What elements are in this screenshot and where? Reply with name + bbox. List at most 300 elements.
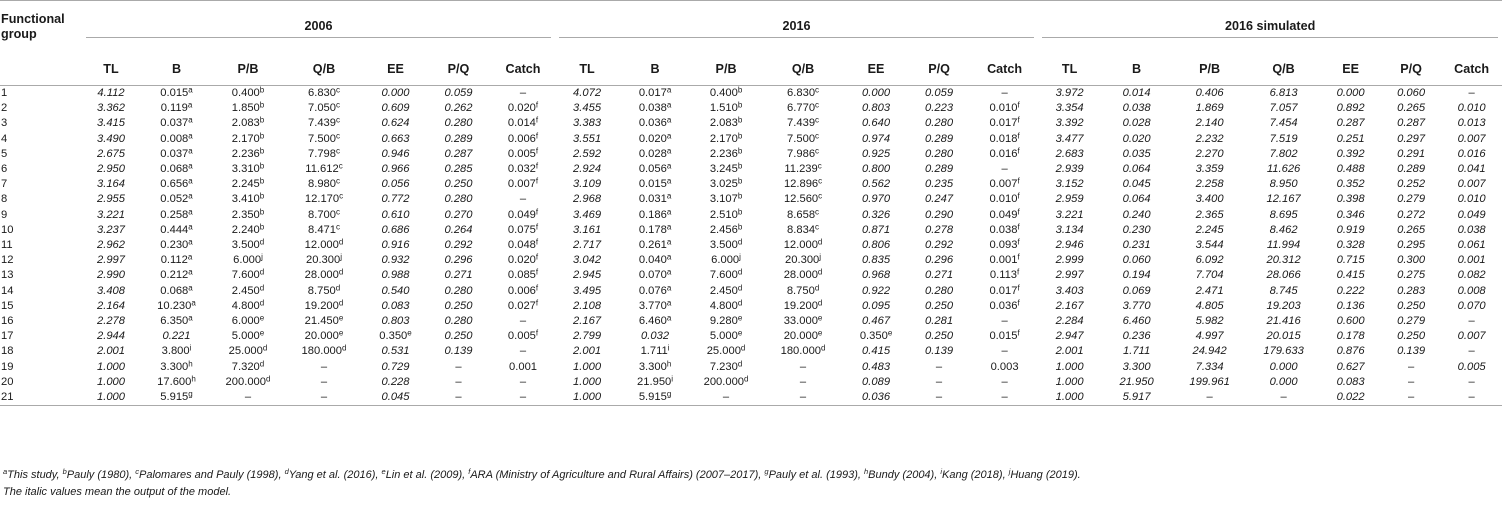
value-cell: [907, 299, 971, 314]
value-cell: [971, 116, 1038, 131]
value-cell: [619, 238, 691, 253]
value-cell: [140, 223, 213, 238]
value-cell: [619, 360, 691, 375]
cell-value: 0.014: [507, 117, 536, 130]
cell-value: 0.235: [925, 178, 954, 191]
value-cell: [1381, 390, 1441, 406]
cell-value: 3.800: [161, 345, 190, 358]
source-superscript: d: [737, 359, 743, 369]
cell-value: 0.236: [1122, 330, 1151, 343]
cell-value: 0.228: [381, 375, 410, 388]
cell-value: 0.010: [1457, 102, 1486, 115]
cell-value: 0.922: [862, 284, 891, 297]
source-superscript: c: [815, 131, 820, 141]
source-superscript: c: [815, 100, 820, 110]
column-header-ee: EE: [845, 52, 907, 86]
source-superscript: f: [535, 298, 539, 308]
value-cell: [1441, 253, 1502, 268]
cell-value: 2.510: [709, 208, 738, 221]
source-superscript: e: [817, 313, 823, 323]
value-cell: [1381, 162, 1441, 177]
source-superscript: e: [259, 328, 265, 338]
value-cell: [907, 344, 971, 359]
source-superscript: c: [817, 161, 822, 171]
value-cell: [971, 390, 1038, 406]
value-cell: [555, 177, 619, 192]
cell-value: 7.439: [787, 117, 816, 130]
table-row: [0, 375, 1502, 390]
value-cell: [1247, 360, 1320, 375]
value-cell: [1172, 360, 1247, 375]
source-superscript: b: [737, 85, 743, 95]
source-superscript: a: [666, 207, 672, 217]
value-cell: [82, 132, 140, 147]
functional-group-cell: 20: [1, 375, 14, 388]
value-cell: [140, 375, 213, 390]
cell-value: –: [1001, 391, 1008, 404]
value-cell: [1172, 375, 1247, 390]
cell-value: 1.000: [97, 375, 125, 388]
value-cell: [907, 223, 971, 238]
cell-value: 0.729: [381, 360, 410, 373]
value-cell: [619, 223, 691, 238]
cell-value: 3.134: [1055, 223, 1084, 236]
source-superscript: c: [338, 161, 343, 171]
value-cell: [1247, 223, 1320, 238]
value-cell: [1320, 192, 1381, 207]
source-superscript: f: [535, 267, 539, 277]
value-cell: [907, 253, 971, 268]
functional-group-cell: 2: [1, 102, 8, 115]
value-cell: [1441, 208, 1502, 223]
value-cell: [1441, 162, 1502, 177]
functional-group-cell: 18: [1, 345, 14, 358]
source-superscript: a: [188, 237, 193, 247]
value-cell: [1441, 132, 1502, 147]
cell-value: 180.000: [301, 345, 342, 358]
cell-value: 2.278: [97, 315, 125, 328]
cell-value: 0.008: [160, 132, 189, 145]
footnote-superscript: g: [764, 467, 769, 476]
value-cell: [845, 147, 907, 162]
cell-value: 2.471: [1195, 284, 1224, 297]
cell-value: 200.000: [225, 375, 266, 388]
footnote-superscript: d: [284, 467, 289, 476]
cell-value: –: [1468, 345, 1475, 358]
source-superscript: a: [188, 207, 193, 217]
value-cell: [619, 101, 691, 116]
cell-value: 6.830: [308, 87, 336, 99]
table-header: [0, 1, 1502, 86]
cell-value: –: [722, 391, 730, 404]
cell-value: 0.296: [925, 254, 954, 267]
cell-value: 0.001: [509, 360, 538, 373]
cell-value: 2.245: [1195, 223, 1224, 236]
cell-value: –: [1468, 87, 1475, 99]
value-cell: [761, 192, 845, 207]
value-cell: [491, 86, 555, 102]
cell-value: 7.519: [1269, 132, 1298, 145]
value-cell: [761, 132, 845, 147]
cell-value: 1.000: [573, 391, 602, 404]
footnote-reference: ARA (Ministry of Agriculture and Rural Affairs) (2007–2017): [470, 469, 759, 481]
cell-value: 0.001: [989, 254, 1018, 267]
cell-value: 3.403: [1055, 284, 1084, 297]
column-header-catch: Catch: [491, 52, 555, 86]
value-cell: [619, 162, 691, 177]
source-superscript: d: [338, 237, 344, 247]
value-cell: [365, 329, 426, 344]
cell-value: 0.007: [1457, 330, 1486, 343]
value-cell: [426, 284, 491, 299]
cell-value: 0.037: [160, 117, 189, 130]
cell-value: 0.806: [862, 239, 891, 252]
cell-value: 3.164: [97, 178, 125, 191]
value-cell: [1038, 147, 1101, 162]
value-cell: [971, 86, 1038, 102]
cell-value: 2.450: [709, 284, 738, 297]
value-cell: [426, 177, 491, 192]
value-cell: [761, 284, 845, 299]
value-cell: [619, 329, 691, 344]
value-cell: [82, 177, 140, 192]
value-cell: [845, 390, 907, 406]
value-cell: [1247, 86, 1320, 102]
source-superscript: a: [188, 191, 193, 201]
value-cell: [1247, 162, 1320, 177]
cell-value: 19.200: [783, 299, 818, 312]
cell-value: 7.986: [787, 147, 816, 160]
cell-value: 4.800: [709, 299, 738, 312]
cell-value: 0.610: [381, 208, 410, 221]
source-superscript: c: [336, 115, 340, 125]
source-superscript: a: [188, 267, 193, 277]
value-cell: [691, 329, 761, 344]
cell-value: 0.988: [381, 269, 410, 282]
cell-value: 0.261: [638, 239, 667, 252]
value-cell: [491, 147, 555, 162]
cell-value: 2.683: [1055, 147, 1084, 160]
cell-value: 0.800: [862, 163, 891, 176]
cell-value: 0.247: [925, 193, 954, 206]
value-cell: [845, 360, 907, 375]
value-cell: [1247, 253, 1320, 268]
table-body: [0, 86, 1502, 406]
cell-value: 2.240: [231, 223, 260, 236]
value-cell: [619, 375, 691, 390]
footnote-reference: Lin et al. (2009): [385, 469, 463, 481]
value-cell: [1172, 132, 1247, 147]
source-superscript: d: [259, 267, 265, 277]
source-superscript: c: [815, 207, 820, 217]
cell-value: 12.000: [783, 239, 818, 252]
value-cell: [213, 344, 283, 359]
cell-value: 0.038: [1122, 102, 1151, 115]
cell-value: 11.626: [1266, 163, 1301, 176]
cell-value: 0.772: [381, 193, 410, 206]
group-label-2016-simulated: 2016 simulated: [1042, 16, 1498, 38]
cell-value: 10.230: [157, 299, 192, 312]
value-cell: [845, 253, 907, 268]
table-row: [0, 192, 1502, 207]
value-cell: [365, 344, 426, 359]
cell-value: 0.000: [1269, 375, 1298, 388]
value-cell: [1320, 238, 1381, 253]
cell-value: –: [519, 375, 527, 388]
cell-value: –: [320, 375, 328, 388]
value-cell: [1247, 116, 1320, 131]
source-superscript: f: [1017, 222, 1020, 232]
value-cell: [1101, 162, 1172, 177]
functional-group-cell: 11: [1, 239, 13, 252]
cell-value: 0.280: [444, 315, 473, 328]
source-superscript: e: [259, 313, 265, 323]
value-cell: [140, 192, 213, 207]
cell-value: 0.265: [1397, 223, 1426, 236]
cell-value: 0.006: [507, 284, 536, 297]
source-superscript: f: [1017, 191, 1020, 201]
source-superscript: d: [266, 374, 271, 384]
cell-value: 4.997: [1195, 330, 1224, 343]
value-cell: [1381, 314, 1441, 329]
source-superscript: e: [737, 328, 743, 338]
value-cell: [365, 208, 426, 223]
functional-group-cell: 5: [1, 147, 8, 160]
value-cell: [491, 253, 555, 268]
source-superscript: b: [737, 176, 743, 186]
value-cell: [1038, 253, 1101, 268]
source-superscript: a: [666, 85, 672, 95]
value-cell: [1381, 101, 1441, 116]
cell-value: 0.974: [862, 132, 891, 145]
value-cell: [1101, 390, 1172, 406]
cell-value: 20.000: [783, 330, 818, 343]
cell-value: 0.037: [160, 147, 189, 160]
value-cell: [426, 390, 491, 406]
source-superscript: a: [666, 191, 672, 201]
source-superscript: i: [671, 374, 674, 384]
value-cell: [140, 177, 213, 192]
cell-value: 1.711: [640, 345, 668, 358]
cell-value: –: [1468, 375, 1475, 388]
value-cell: [82, 360, 140, 375]
cell-value: 0.280: [444, 284, 473, 297]
value-cell: [555, 238, 619, 253]
cell-value: 7.600: [709, 269, 738, 282]
footnote-reference: Yang et al. (2016): [288, 469, 376, 481]
value-cell: [1101, 238, 1172, 253]
cell-value: 2.946: [1055, 239, 1084, 252]
cell-value: 3.544: [1195, 239, 1224, 252]
cell-value: 0.280: [444, 117, 473, 130]
functional-group-cell: 7: [1, 178, 8, 191]
value-cell: [691, 177, 761, 192]
cell-value: 2.350: [231, 208, 260, 221]
value-cell: [555, 147, 619, 162]
value-cell: [761, 344, 845, 359]
value-cell: [213, 268, 283, 283]
cell-value: –: [935, 391, 943, 404]
column-header-p-q: P/Q: [1381, 52, 1441, 86]
value-cell: [907, 390, 971, 406]
value-cell: [1038, 360, 1101, 375]
cell-value: 3.300: [160, 360, 189, 373]
table-row: [0, 147, 1502, 162]
cell-value: 0.240: [1122, 208, 1151, 221]
value-cell: [283, 177, 365, 192]
footnote-reference: Huang (2019): [1010, 469, 1078, 481]
cell-value: 11.612: [305, 163, 339, 176]
value-cell: [365, 101, 426, 116]
value-cell: [1441, 192, 1502, 207]
value-cell: [365, 132, 426, 147]
value-cell: [555, 314, 619, 329]
column-header-q-b: Q/B: [1247, 52, 1320, 86]
cell-value: 0.010: [989, 193, 1018, 206]
cell-value: 0.070: [638, 269, 667, 282]
value-cell: [691, 223, 761, 238]
cell-value: –: [799, 375, 807, 388]
value-cell: [845, 223, 907, 238]
cell-value: 3.042: [573, 254, 602, 267]
source-superscript: a: [187, 100, 193, 110]
column-header-p-b: P/B: [691, 52, 761, 86]
cell-value: 1.000: [1055, 375, 1084, 388]
cell-value: 2.997: [97, 254, 125, 267]
value-cell: [82, 344, 140, 359]
cell-value: 1.711: [1123, 345, 1151, 358]
column-header-tl: TL: [82, 52, 140, 86]
cell-value: 0.230: [1122, 223, 1151, 236]
source-superscript: e: [338, 328, 344, 338]
cell-value: 0.295: [1397, 239, 1426, 252]
value-cell: [691, 192, 761, 207]
table-row: [0, 238, 1502, 253]
value-cell: [283, 192, 365, 207]
value-cell: [491, 162, 555, 177]
cell-value: 0.346: [1336, 208, 1365, 221]
value-cell: [1320, 299, 1381, 314]
value-cell: [365, 192, 426, 207]
cell-value: 0.415: [862, 345, 891, 358]
column-header-q-b: Q/B: [761, 52, 845, 86]
value-cell: [213, 147, 283, 162]
cell-value: 0.835: [862, 254, 891, 267]
source-superscript: g: [666, 389, 672, 399]
cell-value: 17.600: [157, 375, 192, 388]
table-row: [0, 390, 1502, 406]
cell-value: 7.439: [308, 117, 336, 130]
value-cell: [971, 344, 1038, 359]
cell-value: 0.392: [1336, 147, 1365, 160]
value-cell: [365, 177, 426, 192]
cell-value: 28.000: [304, 269, 339, 282]
cell-value: 2.799: [573, 330, 602, 343]
source-superscript: b: [737, 191, 743, 201]
source-superscript: c: [336, 146, 340, 156]
cell-value: –: [455, 391, 462, 404]
value-cell: [82, 268, 140, 283]
source-superscript: a: [188, 283, 193, 293]
cell-value: –: [519, 345, 527, 358]
value-cell: [1320, 177, 1381, 192]
cell-value: 33.000: [783, 315, 818, 328]
cell-value: 0.932: [381, 254, 410, 267]
source-superscript: b: [737, 115, 743, 125]
value-cell: [971, 268, 1038, 283]
value-cell: [1320, 101, 1381, 116]
value-cell: [691, 253, 761, 268]
cell-value: 5.000: [231, 330, 260, 343]
value-cell: [213, 360, 283, 375]
value-cell: [907, 238, 971, 253]
cell-value: 1.000: [573, 360, 602, 373]
value-cell: [1101, 101, 1172, 116]
value-cell: [555, 329, 619, 344]
source-superscript: a: [666, 176, 672, 186]
cell-value: 2.675: [97, 147, 125, 160]
value-cell: [426, 238, 491, 253]
value-cell: [426, 344, 491, 359]
footnote-reference: Kang (2018): [942, 469, 1003, 481]
value-cell: [1172, 223, 1247, 238]
cell-value: –: [1407, 375, 1415, 388]
value-cell: [845, 116, 907, 131]
cell-value: 0.212: [160, 269, 189, 282]
value-cell: [365, 375, 426, 390]
cell-value: 8.658: [787, 208, 816, 221]
value-cell: [213, 375, 283, 390]
source-superscript: f: [535, 252, 539, 262]
value-cell: [1247, 192, 1320, 207]
value-cell: [426, 299, 491, 314]
cell-value: 0.003: [990, 360, 1019, 373]
column-header-tl: TL: [1038, 52, 1101, 86]
cell-value: 0.627: [1336, 360, 1365, 373]
footnote-reference: Pauly (1980): [66, 469, 130, 481]
source-superscript: c: [336, 207, 340, 217]
value-cell: [1172, 344, 1247, 359]
cell-value: 2.167: [1055, 299, 1084, 312]
table-row: [0, 284, 1502, 299]
cell-value: 0.048: [507, 239, 536, 252]
cell-value: 179.633: [1263, 345, 1304, 358]
value-cell: [1247, 299, 1320, 314]
value-cell: [907, 101, 971, 116]
functional-group-cell: 8: [1, 193, 8, 206]
value-cell: [619, 314, 691, 329]
value-cell: [140, 132, 213, 147]
value-cell: [1101, 360, 1172, 375]
cell-value: 6.350: [160, 315, 189, 328]
value-cell: [1172, 284, 1247, 299]
cell-value: –: [935, 360, 943, 373]
footnote-superscript: j: [1008, 467, 1011, 476]
value-cell: [1381, 177, 1441, 192]
cell-value: 0.262: [444, 102, 473, 115]
cell-value: 0.272: [1397, 208, 1426, 221]
cell-value: 0.059: [444, 87, 473, 99]
cell-value: –: [1001, 375, 1008, 388]
functional-group-cell: 14: [1, 284, 14, 297]
cell-value: 19.200: [304, 299, 339, 312]
value-cell: [426, 329, 491, 344]
cell-value: 0.000: [1336, 87, 1365, 99]
value-cell: [907, 268, 971, 283]
value-cell: [845, 314, 907, 329]
value-cell: [1381, 116, 1441, 131]
cell-value: 2.083: [231, 117, 260, 130]
